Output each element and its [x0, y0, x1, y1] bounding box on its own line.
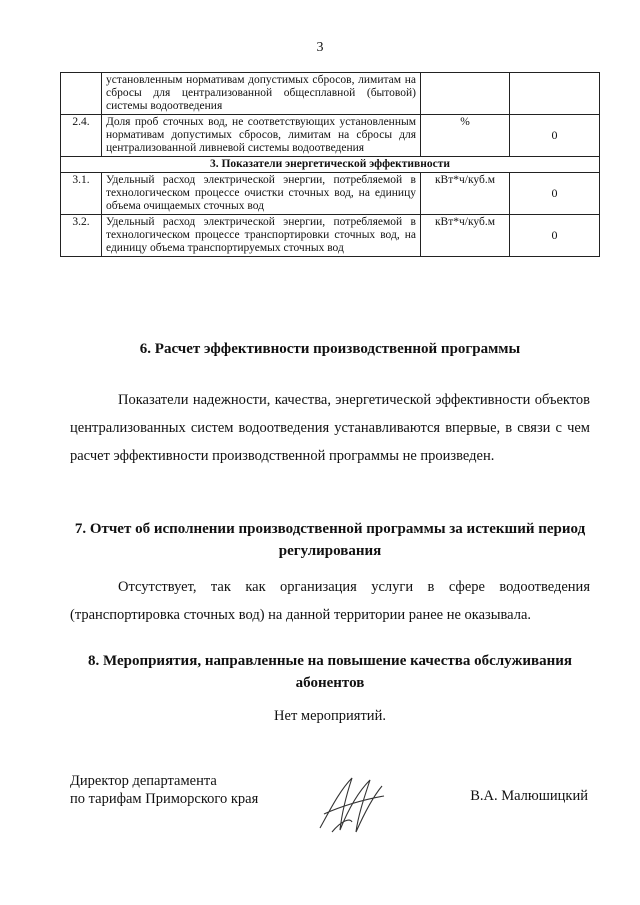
row-number [61, 73, 102, 115]
section8-text: Нет мероприятий. [274, 708, 386, 724]
row-unit: % [421, 115, 510, 157]
position-line-1: Директор департамента [70, 773, 217, 789]
row-unit [421, 73, 510, 115]
row-name: Доля проб сточных вод, не соответствующих установленным нормативам допустимых сбросов, лимитам на сбросы для централизованной ливневой системы водоотведения [102, 115, 421, 157]
table-row [61, 173, 600, 215]
row-name: Удельный расход электрической энергии, потребляемой в технологическом процессе транспортировки сточных вод, на единицу объема транспортируемых сточных вод [102, 215, 421, 257]
indicators-table [60, 72, 600, 257]
section6-text: Показатели надежности, качества, энергетической эффективности объектов централизованных систем водоотведения устанавливаются впервые, в связи с чем расчет эффективности производственной программы не произведен. [70, 392, 590, 464]
section7-heading: 7. Отчет об исполнении производственной программы за истекший период регулирования [74, 521, 586, 559]
row-value: 0 [510, 115, 600, 157]
row-name: Удельный расход электрической энергии, потребляемой в технологическом процессе очистки сточных вод, на единицу объема очищаемых сточных вод [102, 173, 421, 215]
signatory-name: В.А. Малюшицкий [470, 788, 588, 804]
table-row [61, 215, 600, 257]
row-number: 3.1. [61, 173, 102, 215]
row-name: установленным нормативам допустимых сбросов, лимитам на сбросы для централизованной общесплавной (бытовой) системы водоотведения [102, 73, 421, 115]
section-row [61, 157, 600, 173]
position-line-2: по тарифам Приморского края [70, 791, 259, 807]
row-value: 0 [510, 215, 600, 257]
row-value [510, 73, 600, 115]
section-title: 3. Показатели энергетической эффективности [61, 157, 600, 173]
section8-heading: 8. Мероприятия, направленные на повышение качества обслуживания абонентов [87, 653, 572, 691]
row-number: 2.4. [61, 115, 102, 157]
row-number: 3.2. [61, 215, 102, 257]
row-unit: кВт*ч/куб.м [421, 215, 510, 257]
table-row [61, 73, 600, 115]
row-value: 0 [510, 173, 600, 215]
table-row [61, 115, 600, 157]
handwritten-signature-icon [312, 770, 392, 840]
row-unit: кВт*ч/куб.м [421, 173, 510, 215]
section7-text: Отсутствует, так как организация услуги в сфере водоотведения (транспортировка сточных вод) на данной территории ранее не оказывала. [70, 579, 590, 623]
signatory-position [70, 772, 258, 808]
page-number: 3 [316, 40, 324, 55]
section6-heading: 6. Расчет эффективности производственной программы [139, 341, 521, 357]
